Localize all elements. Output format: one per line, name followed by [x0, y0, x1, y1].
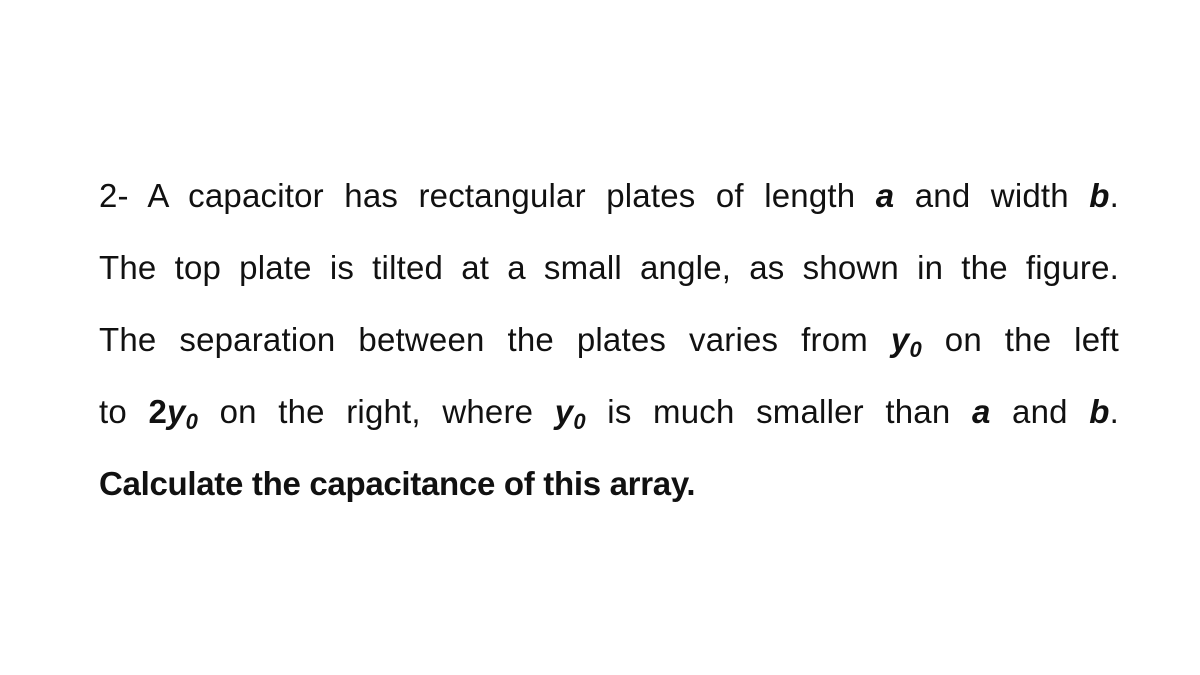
problem-line-1: [99, 160, 1119, 232]
variable-b: b: [1089, 177, 1110, 214]
text-segment: and: [990, 393, 1090, 430]
problem-line-4: [99, 376, 1119, 448]
variable-a: a: [971, 393, 991, 430]
subscript-zero: 0: [185, 409, 199, 434]
text-segment: to: [99, 393, 149, 430]
variable-y: y: [167, 393, 186, 430]
coefficient-two: 2: [148, 393, 168, 430]
text-segment: on the left: [921, 321, 1120, 358]
text-segment: 2- A capacitor has rectangular plates of length: [99, 177, 876, 214]
text-segment: and width: [894, 177, 1090, 214]
problem-statement: [99, 160, 1119, 520]
variable-y: y: [554, 393, 574, 430]
problem-line-2: The top plate is tilted at a small angle, as shown in the figure.: [99, 249, 1119, 286]
subscript-zero: 0: [573, 409, 586, 434]
subscript-zero: 0: [909, 337, 922, 362]
text-segment: .: [1109, 393, 1119, 430]
variable-y: y: [890, 321, 910, 358]
problem-line-3: [99, 304, 1119, 376]
text-segment: .: [1109, 177, 1119, 214]
variable-a: a: [875, 177, 895, 214]
text-segment: The separation between the plates varies from: [99, 321, 891, 358]
problem-question: Calculate the capacitance of this array.: [99, 465, 696, 502]
variable-b: b: [1089, 393, 1110, 430]
text-segment: is much smaller than: [585, 393, 972, 430]
text-segment: on the right, where: [198, 393, 555, 430]
